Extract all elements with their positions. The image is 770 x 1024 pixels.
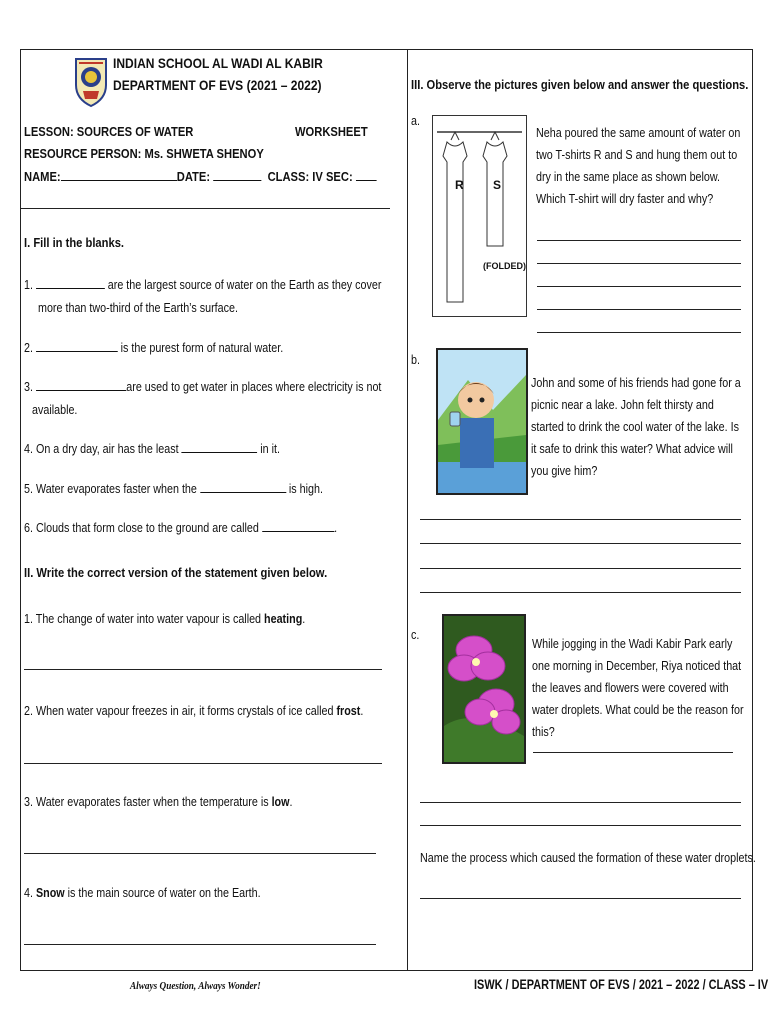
section-blank[interactable] xyxy=(356,168,377,181)
q1-blank[interactable] xyxy=(36,276,105,289)
q2: 2. is the purest form of natural water. xyxy=(24,341,284,355)
q1-line2: more than two-third of the Earth’s surface. xyxy=(38,301,238,315)
section3-title: III. Observe the pictures given below and answer the questions. xyxy=(411,77,749,92)
qa-label: a. xyxy=(411,114,420,128)
qc-answer-line-4[interactable] xyxy=(420,898,741,899)
folded-label: (FOLDED) xyxy=(483,261,526,271)
header-divider xyxy=(20,208,390,209)
worksheet-label: WORKSHEET xyxy=(295,124,368,139)
shirt-s-label: S xyxy=(493,178,502,192)
tshirt-picture xyxy=(432,115,527,317)
s3-answer-line[interactable] xyxy=(24,853,376,854)
footer-motto: Always Question, Always Wonder! xyxy=(130,981,261,992)
qb-answer-line-4[interactable] xyxy=(420,592,741,593)
qc-text: While jogging in the Wadi Kabir Park early one morning in December, Riya noticed that the leaves and flowers were covered with water droplets. What could be the reason for this? xyxy=(532,637,744,739)
s3: 3. Water evaporates faster when the temperature is low. xyxy=(24,795,293,809)
name-label: NAME: xyxy=(24,169,61,184)
name-blank[interactable] xyxy=(61,168,177,181)
qc-answer-line-2[interactable] xyxy=(420,802,741,803)
qb-text: John and some of his friends had gone for a picnic near a lake. John felt thirsty and started to drink the cool water of the lake. Is it safe to drink this water? What advice will you give him? xyxy=(531,376,741,478)
s2-answer-line[interactable] xyxy=(24,763,382,764)
flower-droplets-picture xyxy=(442,614,526,764)
qb-label: b. xyxy=(411,353,420,367)
frame-right xyxy=(752,49,753,970)
section1-title: I. Fill in the blanks. xyxy=(24,235,125,250)
qa-answer-line-5[interactable] xyxy=(537,332,741,333)
department-title: DEPARTMENT OF EVS (2021 – 2022) xyxy=(113,77,322,93)
qc-answer-line-3[interactable] xyxy=(420,825,741,826)
s1: 1. The change of water into water vapour is called heating. xyxy=(24,612,306,626)
qa-answer-line-2[interactable] xyxy=(537,263,741,264)
q3-line1: 3. are used to get water in places where electricity is not xyxy=(24,380,382,394)
school-logo xyxy=(73,55,109,109)
footer-right: ISWK / DEPARTMENT OF EVS / 2021 – 2022 / CLASS – IV xyxy=(474,976,769,992)
q1-line1: 1. are the largest source of water on the Earth as they cover xyxy=(24,278,382,292)
section2-title: II. Write the correct version of the statement given below. xyxy=(24,565,328,580)
qc-answer-line-1[interactable] xyxy=(533,752,733,753)
s2: 2. When water vapour freezes in air, it forms crystals of ice called frost. xyxy=(24,704,364,718)
q6: 6. Clouds that form close to the ground are called . xyxy=(24,521,338,535)
qb-answer-line-1[interactable] xyxy=(420,519,741,520)
resource-person: RESOURCE PERSON: Ms. SHWETA SHENOY xyxy=(24,146,264,161)
q3-line2: available. xyxy=(32,403,78,417)
q4: 4. On a dry day, air has the least in it. xyxy=(24,442,280,456)
q5: 5. Water evaporates faster when the is high. xyxy=(24,482,323,496)
q5-blank[interactable] xyxy=(200,480,286,493)
q2-blank[interactable] xyxy=(36,339,118,352)
school-name: INDIAN SCHOOL AL WADI AL KABIR xyxy=(113,55,323,71)
frame-left xyxy=(20,49,21,970)
lesson-label: LESSON: SOURCES OF WATER xyxy=(24,124,194,139)
qa-answer-line-1[interactable] xyxy=(537,240,741,241)
boy-drinking-picture xyxy=(436,348,528,495)
s4-answer-line[interactable] xyxy=(24,944,376,945)
qc-text2: Name the process which caused the formation of these water droplets. xyxy=(420,851,756,865)
qb-answer-line-2[interactable] xyxy=(420,543,741,544)
date-label: DATE: xyxy=(176,169,211,184)
frame-top xyxy=(20,49,753,50)
qb-answer-line-3[interactable] xyxy=(420,568,741,569)
date-blank[interactable] xyxy=(213,168,261,181)
frame-bottom xyxy=(20,970,753,971)
q3-blank[interactable] xyxy=(36,378,126,391)
name-date-class-row xyxy=(24,168,376,184)
q6-blank[interactable] xyxy=(262,519,334,532)
column-divider xyxy=(407,49,408,970)
shirt-r-label: R xyxy=(455,178,464,192)
qc-label: c. xyxy=(411,628,420,642)
s1-answer-line[interactable] xyxy=(24,669,382,670)
qa-answer-line-3[interactable] xyxy=(537,286,741,287)
qa-answer-line-4[interactable] xyxy=(537,309,741,310)
class-label: CLASS: IV SEC: xyxy=(267,169,353,184)
s4: 4. Snow is the main source of water on the Earth. xyxy=(24,886,261,900)
qa-text: Neha poured the same amount of water on two T-shirts R and S and hung them out to dry in the same place as shown below. Which T-shirt will dry faster and why? xyxy=(536,126,741,206)
q4-blank[interactable] xyxy=(182,440,258,453)
